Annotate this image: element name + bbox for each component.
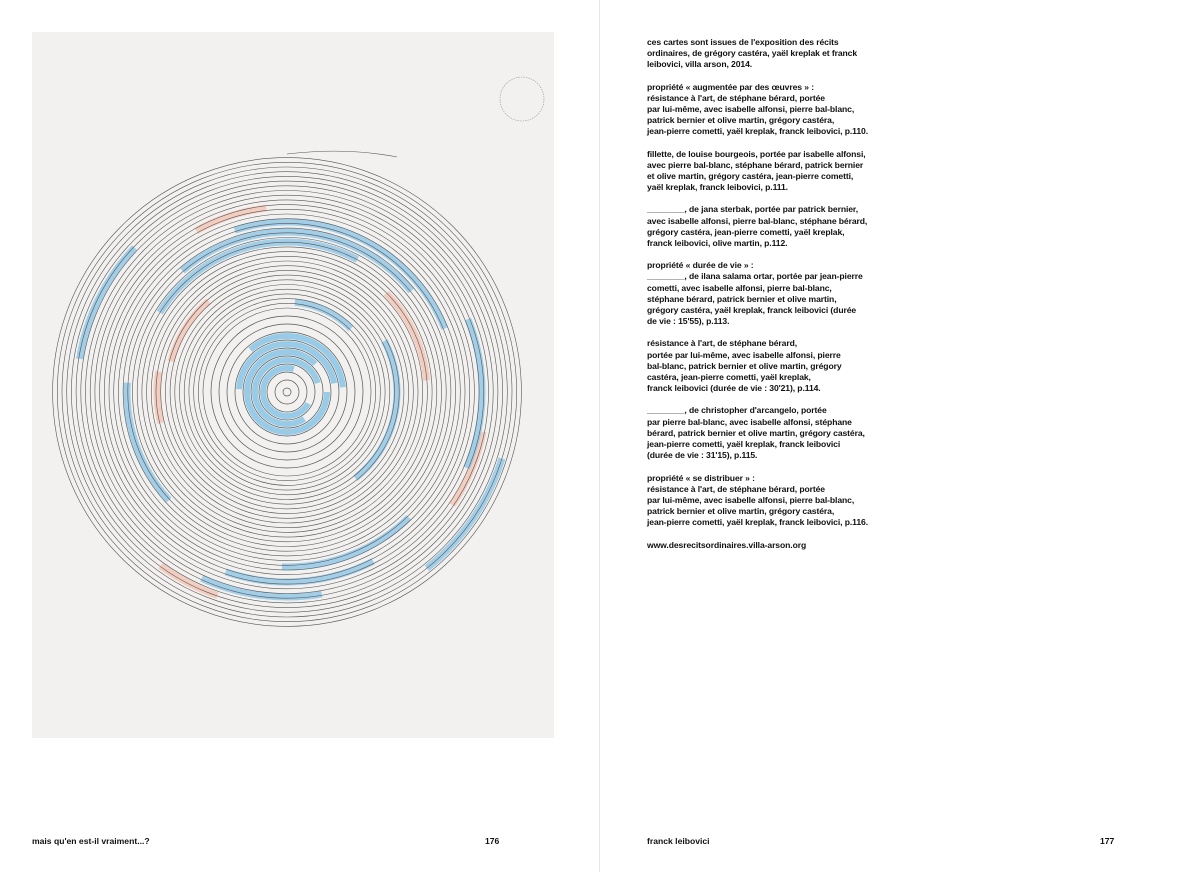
outer-ring <box>95 200 479 584</box>
page-number-right: 177 <box>1100 836 1115 846</box>
color-band-13 <box>355 341 397 478</box>
paragraph-augmented-2: fillette, de louise bourgeois, portée par isabelle alfonsi, avec pierre bal-blanc, stéphane bérard, patrick bernier et olive martin, grégory castéra, jean-pierre cometti, yaël kreplak, franck leibovici, p.111. <box>647 148 866 193</box>
outer-ring <box>81 186 493 598</box>
spiral-artwork <box>32 32 554 738</box>
outer-ring <box>156 261 418 523</box>
outer-ring <box>184 289 390 495</box>
page-number-left: 176 <box>485 836 500 846</box>
inner-ring <box>275 380 299 404</box>
inner-ring <box>267 372 307 412</box>
handwritten-circle <box>500 77 544 121</box>
paragraph-distribute: propriété « se distribuer » : résistance à l'art, de stéphane bérard, portée par lui-même, avec isabelle alfonsi, pierre bal-blanc, patrick bernier et olive martin, grégory castéra, jean-pierre cometti, yaël kreplak, franck leibovici, p.116. <box>647 472 868 528</box>
paragraph-lifetime-1: propriété « durée de vie » : ________, de ilana salama ortar, portée par jean-pierre cometti, avec isabelle alfonsi, pierre bal-blanc, stéphane bérard, patrick bernier et olive martin, grégory castéra, yaël kreplak, franck leibovici (durée de vie : 15'55), p.113. <box>647 260 863 327</box>
color-band-11 <box>157 372 161 424</box>
outer-ring <box>86 191 489 594</box>
footer-running-title: mais qu'en est-il vraiment...? <box>32 836 150 846</box>
color-band-10 <box>127 383 169 500</box>
inner-ring <box>259 364 315 420</box>
outer-ring <box>170 275 404 509</box>
outer-ring <box>142 247 432 537</box>
paragraph-augmented-1: propriété « augmentée par des œuvres » : résistance à l'art, de stéphane bérard, portée par lui-même, avec isabelle alfonsi, pierre bal-blanc, patrick bernier et olive martin, grégory castéra, jean-pierre cometti, yaël kreplak, franck leibovici, p.110. <box>647 81 868 137</box>
color-band-16 <box>295 302 351 328</box>
outer-ring <box>90 195 484 589</box>
core-band-2 <box>263 368 308 416</box>
inner-ring <box>235 340 339 444</box>
color-band-15 <box>427 459 502 569</box>
paragraph-lifetime-3: ________, de christopher d'arcangelo, portée par pierre bal-blanc, avec isabelle alfonsi, stéphane bérard, patrick bernier et olive martin, grégory castéra, jean-pierre cometti, yaël kreplak, franck leibovici (durée de vie : 31'15), p.115. <box>647 405 865 461</box>
paragraph-augmented-3: ________, de jana sterbak, portée par patrick bernier, avec isabelle alfonsi, pierre bal-blanc, stéphane bérard, grégory castéra, jean-pierre cometti, yaël kreplak, franck leibovici, olive martin, p.112. <box>647 204 868 249</box>
spiral-drawing <box>32 32 554 738</box>
paragraph-lifetime-2: résistance à l'art, de stéphane bérard, portée par lui-même, avec isabelle alfonsi, pierre bal-blanc, patrick bernier et olive martin, grégory castéra, jean-pierre cometti, yaël kreplak, franck leibovici (durée de vie : 30'21), p.114. <box>647 338 842 394</box>
color-band-12 <box>171 301 209 361</box>
outer-ring <box>180 285 395 500</box>
spiral-tail <box>287 151 397 157</box>
paragraph-source: ces cartes sont issues de l'exposition des récits ordinaires, de grégory castéra, yaël kreplak et franck leibovici, villa arson, 2014. <box>647 37 858 70</box>
outer-ring <box>189 294 385 490</box>
caption-text-column <box>647 37 907 562</box>
outer-ring <box>109 214 465 570</box>
footer-author: franck leibovici <box>647 836 710 846</box>
outer-ring <box>151 256 422 527</box>
inner-ring <box>283 388 291 396</box>
website-url: www.desrecitsordinaires.villa-arson.org <box>647 539 807 550</box>
color-band-17 <box>80 248 135 359</box>
